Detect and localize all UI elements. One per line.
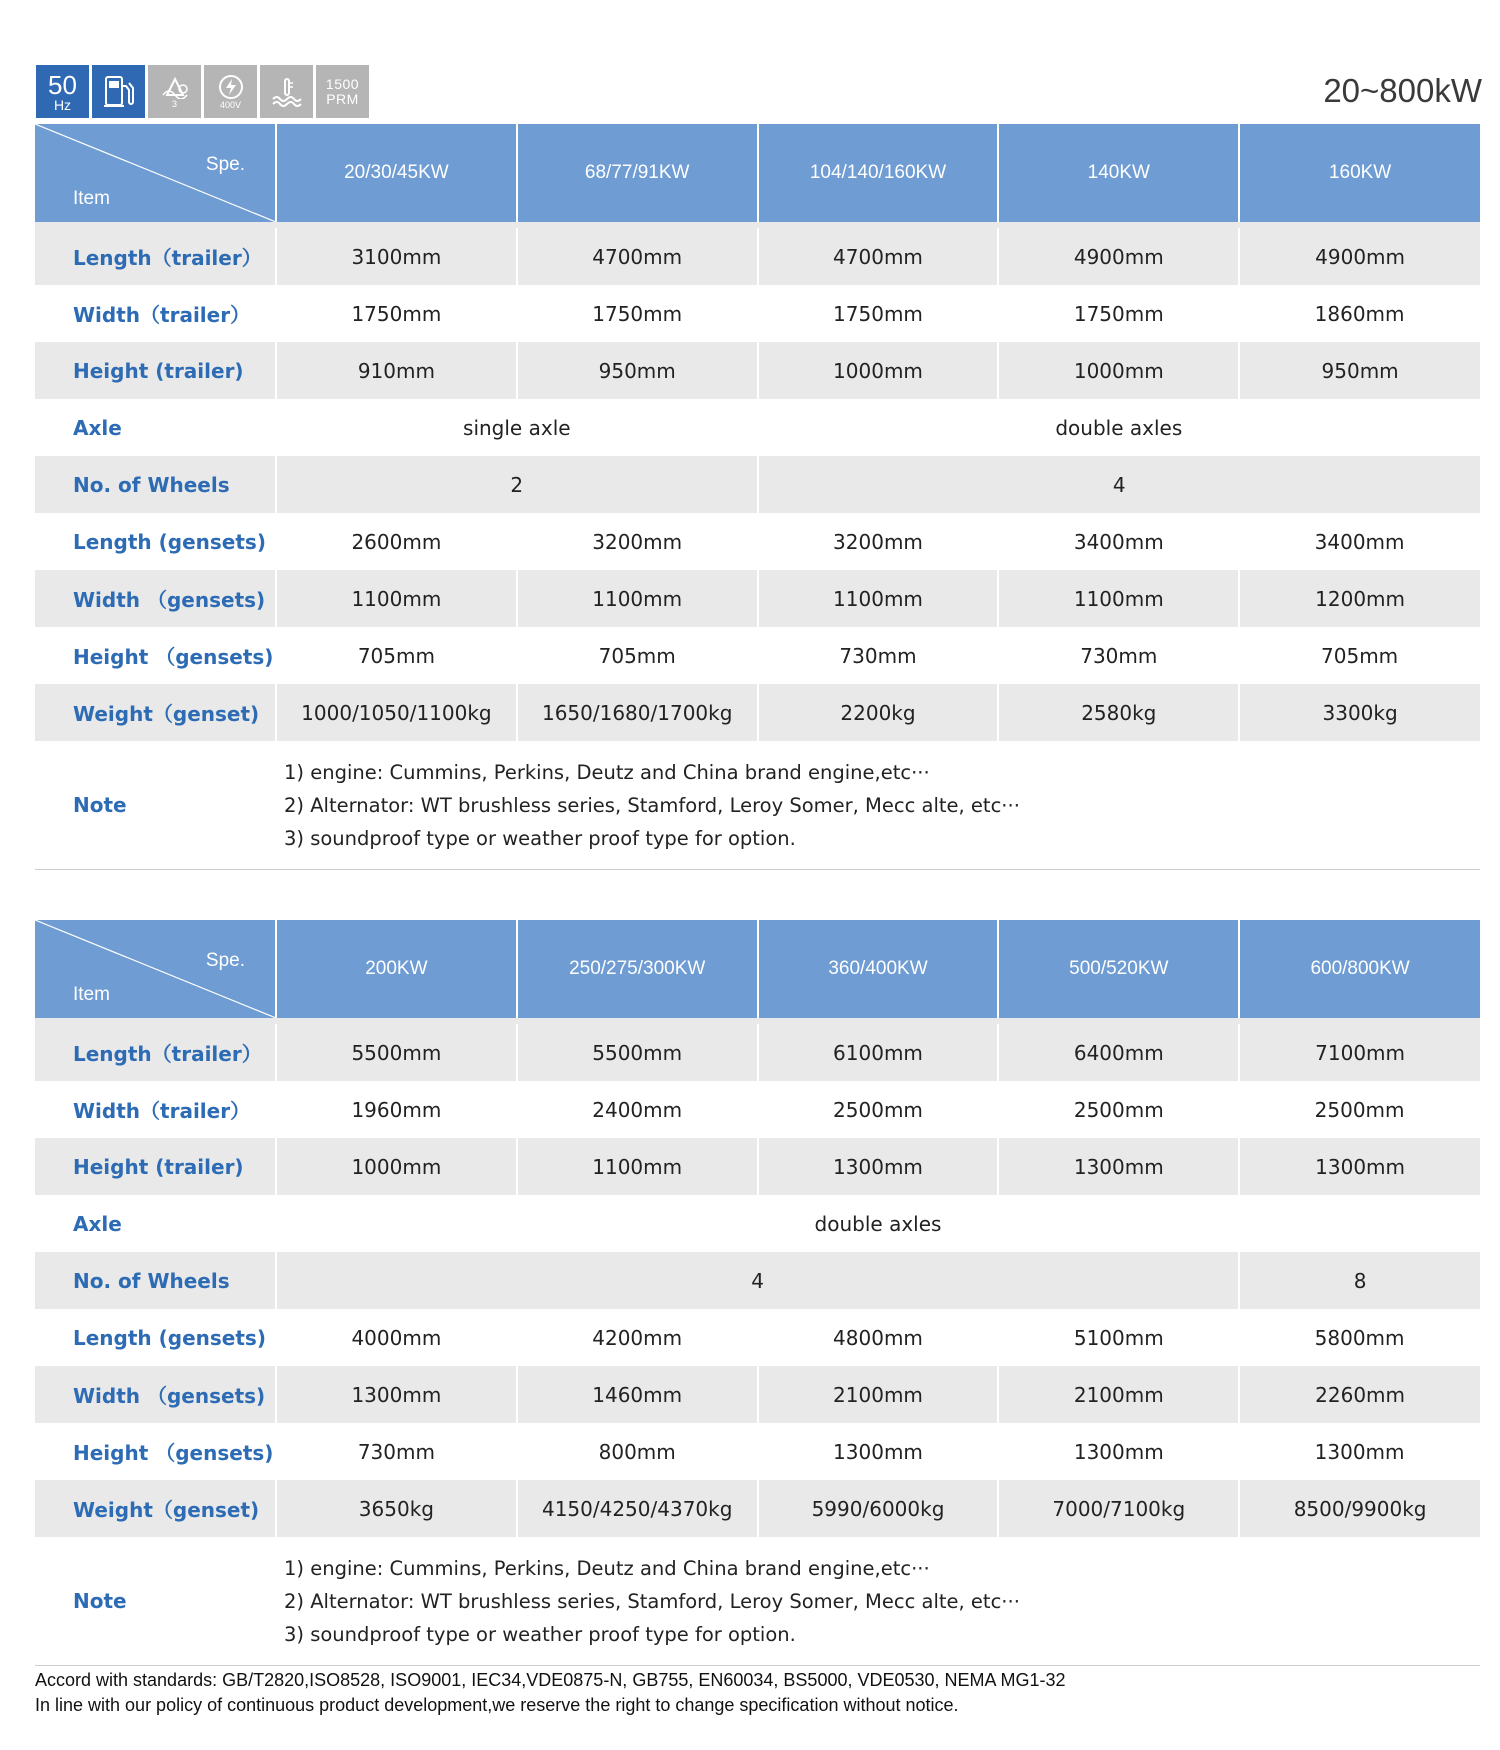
- rpm-unit: PRM: [326, 90, 359, 107]
- table-cell: 705mm: [1239, 627, 1480, 684]
- column-header: 140KW: [998, 124, 1239, 225]
- table-cell: 1860mm: [1239, 285, 1480, 342]
- note-line: 1) engine: Cummins, Perkins, Deutz and China brand engine,etc···: [284, 760, 930, 784]
- table-row-height-trailer: [35, 342, 1480, 399]
- table-row-length-gensets: [35, 513, 1480, 570]
- row-label: Length（trailer）: [35, 1021, 276, 1081]
- table-cell: 1100mm: [998, 570, 1239, 627]
- table-cell: 4900mm: [1239, 225, 1480, 285]
- table-cell: 910mm: [276, 342, 517, 399]
- table-cell: 7100mm: [1239, 1021, 1480, 1081]
- footer: [35, 1668, 1066, 1718]
- column-header: 250/275/300KW: [517, 920, 758, 1021]
- table-cell: 2600mm: [276, 513, 517, 570]
- table-cell: 8500/9900kg: [1239, 1480, 1480, 1537]
- frequency-unit: Hz: [53, 96, 72, 113]
- table-cell: 3300kg: [1239, 684, 1480, 741]
- table-cell: 2100mm: [758, 1366, 999, 1423]
- table-cell: 5800mm: [1239, 1309, 1480, 1366]
- column-header: 600/800KW: [1239, 920, 1480, 1021]
- table-cell: 950mm: [1239, 342, 1480, 399]
- table-cell: 6400mm: [998, 1021, 1239, 1081]
- table-row-wheels: [35, 456, 1480, 513]
- table-row-width-trailer: [35, 1081, 1480, 1138]
- column-header: 160KW: [1239, 124, 1480, 225]
- table-cell: 1300mm: [1239, 1138, 1480, 1195]
- table-row-height-trailer: [35, 1138, 1480, 1195]
- table-cell: 3400mm: [998, 513, 1239, 570]
- table-cell: 6100mm: [758, 1021, 999, 1081]
- row-label: No. of Wheels: [35, 456, 276, 513]
- table-row-height-gensets: [35, 627, 1480, 684]
- row-label: Height （gensets): [35, 1423, 276, 1480]
- row-label: Note: [35, 1537, 276, 1666]
- table-cell: 2: [276, 456, 758, 513]
- table-cell: 4700mm: [758, 225, 999, 285]
- table-cell: 1100mm: [276, 570, 517, 627]
- table-cell: 1300mm: [998, 1138, 1239, 1195]
- row-label: Length (gensets): [35, 1309, 276, 1366]
- note-text: [276, 741, 1480, 870]
- item-header-label: Item: [73, 188, 110, 209]
- table-cell: 1750mm: [998, 285, 1239, 342]
- table-cell: 5500mm: [517, 1021, 758, 1081]
- standards-text: Accord with standards: GB/T2820,ISO8528, ISO9001, IEC34,VDE0875-N, GB755, EN60034, BS5000, VDE0530, NEMA MG1-32: [35, 1670, 1066, 1690]
- table-cell: 1300mm: [276, 1366, 517, 1423]
- table-cell: 3200mm: [758, 513, 999, 570]
- note-line: 1) engine: Cummins, Perkins, Deutz and China brand engine,etc···: [284, 1556, 930, 1580]
- table-cell: 730mm: [758, 627, 999, 684]
- table-cell: double axles: [276, 1195, 1480, 1252]
- row-label: Width（trailer）: [35, 285, 276, 342]
- table-cell: 2200kg: [758, 684, 999, 741]
- rpm-value: 1500: [325, 75, 360, 92]
- table-cell: 7000/7100kg: [998, 1480, 1239, 1537]
- table-cell: 1750mm: [276, 285, 517, 342]
- table-cell: 2500mm: [998, 1081, 1239, 1138]
- table-cell: 1100mm: [517, 570, 758, 627]
- table-cell: 2500mm: [1239, 1081, 1480, 1138]
- table-cell: 705mm: [517, 627, 758, 684]
- row-label: Width （gensets): [35, 570, 276, 627]
- table-cell: 1000mm: [998, 342, 1239, 399]
- table-cell: 4: [276, 1252, 1239, 1309]
- table-cell: 3100mm: [276, 225, 517, 285]
- table-row-weight: [35, 1480, 1480, 1537]
- item-header-label: Item: [73, 984, 110, 1005]
- table-cell: 1000mm: [758, 342, 999, 399]
- table-cell: 3400mm: [1239, 513, 1480, 570]
- row-label: Length（trailer）: [35, 225, 276, 285]
- policy-text: In line with our policy of continuous product development,we reserve the right to change specification without notice.: [35, 1695, 959, 1715]
- table-row-width-trailer: [35, 285, 1480, 342]
- table-row-axle: [35, 1195, 1480, 1252]
- table-row-axle: [35, 399, 1480, 456]
- table-cell: 1200mm: [1239, 570, 1480, 627]
- table-cell: 2100mm: [998, 1366, 1239, 1423]
- table-cell: 1750mm: [758, 285, 999, 342]
- row-label: Note: [35, 741, 276, 870]
- table-header-row: [35, 124, 1480, 225]
- table-cell: 1300mm: [758, 1138, 999, 1195]
- table-cell: 4800mm: [758, 1309, 999, 1366]
- voltage-value: 400V: [219, 99, 242, 110]
- note-text: [276, 1537, 1480, 1666]
- frequency-value: 50: [48, 69, 77, 100]
- row-label: No. of Wheels: [35, 1252, 276, 1309]
- row-label: Length (gensets): [35, 513, 276, 570]
- table-cell: 1000mm: [276, 1138, 517, 1195]
- table-cell: 2580kg: [998, 684, 1239, 741]
- table-cell: 1000/1050/1100kg: [276, 684, 517, 741]
- table-row-wheels: [35, 1252, 1480, 1309]
- column-header: 20/30/45KW: [276, 124, 517, 225]
- row-label: Axle: [35, 1195, 276, 1252]
- row-label: Height (trailer): [35, 1138, 276, 1195]
- table-row-width-gensets: [35, 1366, 1480, 1423]
- power-range-title: 20~800kW: [1323, 72, 1482, 109]
- table-cell: 1100mm: [517, 1138, 758, 1195]
- table-cell: 705mm: [276, 627, 517, 684]
- column-header: 104/140/160KW: [758, 124, 999, 225]
- table-cell: single axle: [276, 399, 758, 456]
- fuel-pump-icon: [92, 65, 145, 118]
- table-row-length-trailer: [35, 1021, 1480, 1081]
- table-cell: 5990/6000kg: [758, 1480, 999, 1537]
- header-corner-cell: [35, 124, 276, 225]
- table-row-note: [35, 741, 1480, 870]
- table-cell: 4200mm: [517, 1309, 758, 1366]
- table-cell: 4150/4250/4370kg: [517, 1480, 758, 1537]
- column-header: 68/77/91KW: [517, 124, 758, 225]
- rpm-badge: [316, 65, 369, 118]
- note-line: 3) soundproof type or weather proof type for option.: [284, 826, 796, 850]
- three-phase-icon: [148, 65, 201, 118]
- spec-header-label: Spe.: [205, 154, 245, 175]
- table-cell: 1300mm: [998, 1423, 1239, 1480]
- spec-table-1: [35, 124, 1480, 870]
- lightning-icon: [204, 65, 257, 118]
- table-header-row: [35, 920, 1480, 1021]
- table-cell: 1750mm: [517, 285, 758, 342]
- table-row-width-gensets: [35, 570, 1480, 627]
- row-label: Height （gensets): [35, 627, 276, 684]
- table-cell: 1460mm: [517, 1366, 758, 1423]
- table-cell: 2400mm: [517, 1081, 758, 1138]
- row-label: Weight（genset): [35, 684, 276, 741]
- table-cell: 3200mm: [517, 513, 758, 570]
- table-cell: 2500mm: [758, 1081, 999, 1138]
- feature-badges: [36, 65, 369, 118]
- phase-count: 3: [171, 98, 177, 109]
- table-cell: 1960mm: [276, 1081, 517, 1138]
- table-cell: 4: [758, 456, 1480, 513]
- spec-header-label: Spe.: [205, 950, 245, 971]
- table-cell: 2260mm: [1239, 1366, 1480, 1423]
- column-header: 360/400KW: [758, 920, 999, 1021]
- table-cell: 800mm: [517, 1423, 758, 1480]
- row-label: Axle: [35, 399, 276, 456]
- table-cell: 730mm: [998, 627, 1239, 684]
- table-cell: 8: [1239, 1252, 1480, 1309]
- header-corner-cell: [35, 920, 276, 1021]
- row-label: Width（trailer）: [35, 1081, 276, 1138]
- table-row-height-gensets: [35, 1423, 1480, 1480]
- table-cell: 5500mm: [276, 1021, 517, 1081]
- table-cell: double axles: [758, 399, 1480, 456]
- column-header: 200KW: [276, 920, 517, 1021]
- table-cell: 4000mm: [276, 1309, 517, 1366]
- table-cell: 4700mm: [517, 225, 758, 285]
- note-line: 2) Alternator: WT brushless series, Stamford, Leroy Somer, Mecc alte, etc···: [284, 1589, 1020, 1613]
- table-cell: 1650/1680/1700kg: [517, 684, 758, 741]
- table-cell: 5100mm: [998, 1309, 1239, 1366]
- table-cell: 730mm: [276, 1423, 517, 1480]
- table-cell: 3650kg: [276, 1480, 517, 1537]
- note-line: 3) soundproof type or weather proof type for option.: [284, 1622, 796, 1646]
- spec-table-2: [35, 920, 1480, 1666]
- coolant-temperature-icon: [260, 65, 313, 118]
- row-label: Width （gensets): [35, 1366, 276, 1423]
- table-cell: 1300mm: [758, 1423, 999, 1480]
- frequency-badge: [36, 65, 89, 118]
- column-header: 500/520KW: [998, 920, 1239, 1021]
- table-row-length-gensets: [35, 1309, 1480, 1366]
- note-line: 2) Alternator: WT brushless series, Stamford, Leroy Somer, Mecc alte, etc···: [284, 793, 1020, 817]
- row-label: Weight（genset): [35, 1480, 276, 1537]
- table-cell: 950mm: [517, 342, 758, 399]
- table-cell: 1100mm: [758, 570, 999, 627]
- table-cell: 4900mm: [998, 225, 1239, 285]
- table-row-note: [35, 1537, 1480, 1666]
- table-row-length-trailer: [35, 225, 1480, 285]
- row-label: Height (trailer): [35, 342, 276, 399]
- table-row-weight: [35, 684, 1480, 741]
- table-cell: 1300mm: [1239, 1423, 1480, 1480]
